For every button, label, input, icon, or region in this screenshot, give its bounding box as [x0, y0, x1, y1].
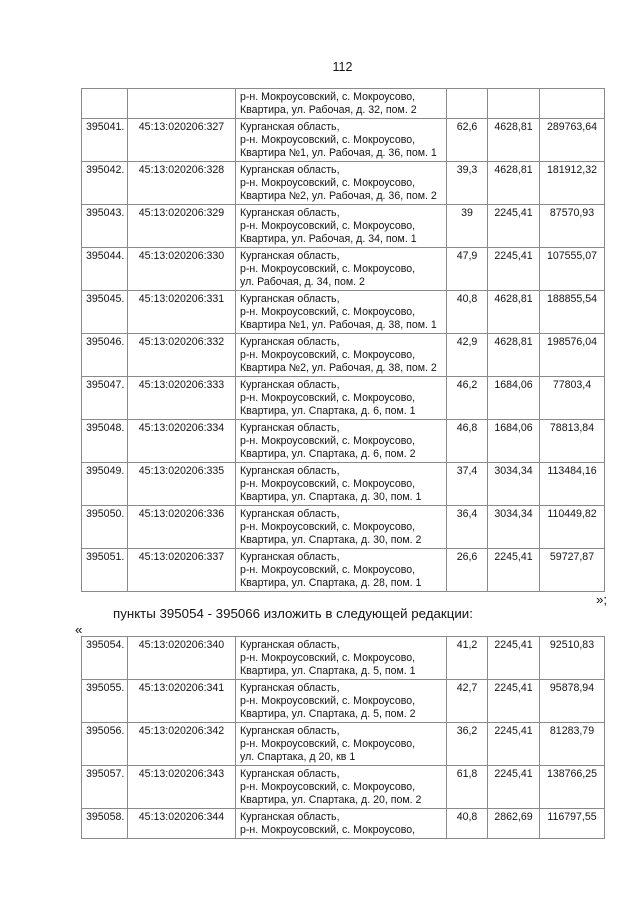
item-number-cell: 395046.	[82, 334, 128, 377]
address-line: р-н. Мокроусовский, с. Мокроусово,	[240, 738, 416, 750]
unit-price-cell: 2245,41	[488, 723, 540, 766]
total-value-cell: 92510,83	[540, 637, 605, 680]
address-line: Квартира, ул. Спартака, д. 20, пом. 2	[240, 794, 422, 806]
area-cell: 46,8	[447, 420, 488, 463]
total-value-cell: 188855,54	[540, 291, 605, 334]
cadastral-number-cell	[128, 89, 236, 119]
item-number-cell	[82, 89, 128, 119]
address-line: Курганская область,	[240, 250, 340, 262]
address-line: Квартира, ул. Спартака, д. 6, пом. 1	[240, 405, 416, 417]
cadastral-number-cell: 45:13:020206:335	[128, 463, 236, 506]
table-row	[82, 680, 605, 723]
address-line: р-н. Мокроусовский, с. Мокроусово,	[240, 695, 416, 707]
address-cell	[236, 637, 447, 680]
address-line: Квартира, ул. Спартака, д. 28, пом. 1	[240, 577, 422, 589]
table-row	[82, 766, 605, 809]
cadastral-number-cell: 45:13:020206:330	[128, 248, 236, 291]
total-value-cell: 107555,07	[540, 248, 605, 291]
address-line: р-н. Мокроусовский, с. Мокроусово,	[240, 306, 416, 318]
total-value-cell: 113484,16	[540, 463, 605, 506]
item-number-cell: 395058.	[82, 809, 128, 839]
table-row	[82, 506, 605, 549]
cadastral-number-cell: 45:13:020206:329	[128, 205, 236, 248]
area-cell: 40,8	[447, 291, 488, 334]
unit-price-cell: 2245,41	[488, 205, 540, 248]
area-cell: 36,4	[447, 506, 488, 549]
unit-price-cell: 1684,06	[488, 377, 540, 420]
table-row	[82, 334, 605, 377]
item-number-cell: 395048.	[82, 420, 128, 463]
cadastral-number-cell: 45:13:020206:340	[128, 637, 236, 680]
address-line: Курганская область,	[240, 121, 340, 133]
item-number-cell: 395057.	[82, 766, 128, 809]
address-line: Курганская область,	[240, 379, 340, 391]
address-cell	[236, 291, 447, 334]
total-value-cell: 181912,32	[540, 162, 605, 205]
address-line: Квартира, ул. Рабочая, д. 32, пом. 2	[240, 104, 417, 116]
unit-price-cell: 4628,81	[488, 291, 540, 334]
address-line: р-н. Мокроусовский, с. Мокроусово,	[240, 134, 416, 146]
area-cell	[447, 89, 488, 119]
area-cell: 42,9	[447, 334, 488, 377]
address-line: р-н. Мокроусовский, с. Мокроусово,	[240, 781, 416, 793]
total-value-cell: 59727,87	[540, 549, 605, 592]
area-cell: 42,7	[447, 680, 488, 723]
total-value-cell: 198576,04	[540, 334, 605, 377]
address-line: Квартира №2, ул. Рабочая, д. 36, пом. 2	[240, 190, 437, 202]
item-number-cell: 395042.	[82, 162, 128, 205]
address-line: ул. Рабочая, д. 34, пом. 2	[240, 276, 365, 288]
total-value-cell	[540, 89, 605, 119]
address-line: Квартира, ул. Спартака, д. 6, пом. 2	[240, 448, 416, 460]
address-line: Курганская область,	[240, 336, 340, 348]
item-number-cell: 395044.	[82, 248, 128, 291]
address-line: р-н. Мокроусовский, с. Мокроусово,	[240, 220, 416, 232]
address-line: р-н. Мокроусовский, с. Мокроусово,	[240, 435, 416, 447]
table-row	[82, 89, 605, 119]
address-line: Курганская область,	[240, 465, 340, 477]
item-number-cell: 395047.	[82, 377, 128, 420]
property-table-body	[82, 89, 605, 592]
address-line: р-н. Мокроусовский, с. Мокроусово,	[240, 177, 416, 189]
area-cell: 39,3	[447, 162, 488, 205]
unit-price-cell: 2245,41	[488, 637, 540, 680]
unit-price-cell: 2245,41	[488, 549, 540, 592]
cadastral-number-cell: 45:13:020206:331	[128, 291, 236, 334]
cadastral-number-cell: 45:13:020206:336	[128, 506, 236, 549]
unit-price-cell: 3034,34	[488, 506, 540, 549]
item-number-cell: 395043.	[82, 205, 128, 248]
area-cell: 61,8	[447, 766, 488, 809]
page-number: 112	[332, 60, 353, 74]
address-cell	[236, 463, 447, 506]
cadastral-number-cell: 45:13:020206:333	[128, 377, 236, 420]
address-line: Курганская область,	[240, 207, 340, 219]
address-cell	[236, 549, 447, 592]
instruction-text: пункты 395054 - 395066 изложить в следующей редакции:	[113, 606, 473, 621]
address-line: Квартира №2, ул. Рабочая, д. 38, пом. 2	[240, 362, 437, 374]
address-line: Квартира, ул. Спартака, д. 5, пом. 2	[240, 708, 416, 720]
cadastral-number-cell: 45:13:020206:344	[128, 809, 236, 839]
area-cell: 37,4	[447, 463, 488, 506]
cadastral-number-cell: 45:13:020206:328	[128, 162, 236, 205]
address-line: р-н. Мокроусовский, с. Мокроусово,	[240, 652, 416, 664]
unit-price-cell: 4628,81	[488, 162, 540, 205]
area-cell: 47,9	[447, 248, 488, 291]
address-line: Курганская область,	[240, 768, 340, 780]
table-row	[82, 420, 605, 463]
address-line: Курганская область,	[240, 725, 340, 737]
cadastral-number-cell: 45:13:020206:334	[128, 420, 236, 463]
table-row	[82, 119, 605, 162]
property-table-new-edition	[81, 636, 605, 839]
item-number-cell: 395045.	[82, 291, 128, 334]
total-value-cell: 110449,82	[540, 506, 605, 549]
item-number-cell: 395050.	[82, 506, 128, 549]
table-row	[82, 248, 605, 291]
item-number-cell: 395049.	[82, 463, 128, 506]
address-line: Квартира, ул. Спартака, д. 30, пом. 2	[240, 534, 422, 546]
table-row	[82, 549, 605, 592]
item-number-cell: 395051.	[82, 549, 128, 592]
table-row	[82, 377, 605, 420]
area-cell: 46,2	[447, 377, 488, 420]
address-cell	[236, 506, 447, 549]
total-value-cell: 289763,64	[540, 119, 605, 162]
address-line: р-н. Мокроусовский, с. Мокроусово,	[240, 392, 416, 404]
cadastral-number-cell: 45:13:020206:337	[128, 549, 236, 592]
table-row	[82, 162, 605, 205]
unit-price-cell	[488, 89, 540, 119]
address-cell	[236, 89, 447, 119]
address-line: р-н. Мокроусовский, с. Мокроусово,	[240, 91, 416, 103]
unit-price-cell: 2862,69	[488, 809, 540, 839]
unit-price-cell: 2245,41	[488, 248, 540, 291]
table-row	[82, 809, 605, 839]
closing-quote: »;	[596, 592, 608, 607]
table-row	[82, 637, 605, 680]
address-line: Курганская область,	[240, 811, 340, 823]
address-line: Курганская область,	[240, 682, 340, 694]
address-cell	[236, 248, 447, 291]
item-number-cell: 395054.	[82, 637, 128, 680]
table-row	[82, 723, 605, 766]
cadastral-number-cell: 45:13:020206:342	[128, 723, 236, 766]
cadastral-number-cell: 45:13:020206:327	[128, 119, 236, 162]
total-value-cell: 78813,84	[540, 420, 605, 463]
property-table-continued	[81, 88, 605, 592]
address-line: р-н. Мокроусовский, с. Мокроусово,	[240, 349, 416, 361]
table-row	[82, 463, 605, 506]
address-line: Квартира, ул. Спартака, д. 30, пом. 1	[240, 491, 422, 503]
address-line: р-н. Мокроусовский, с. Мокроусово,	[240, 478, 416, 490]
cadastral-number-cell: 45:13:020206:343	[128, 766, 236, 809]
address-cell	[236, 205, 447, 248]
unit-price-cell: 2245,41	[488, 766, 540, 809]
address-line: Квартира, ул. Спартака, д. 5, пом. 1	[240, 665, 416, 677]
address-cell	[236, 680, 447, 723]
address-line: Курганская область,	[240, 422, 340, 434]
unit-price-cell: 4628,81	[488, 334, 540, 377]
cadastral-number-cell: 45:13:020206:341	[128, 680, 236, 723]
unit-price-cell: 3034,34	[488, 463, 540, 506]
address-line: р-н. Мокроусовский, с. Мокроусово,	[240, 564, 416, 576]
area-cell: 26,6	[447, 549, 488, 592]
address-line: Курганская область,	[240, 639, 340, 651]
area-cell: 41,2	[447, 637, 488, 680]
area-cell: 40,8	[447, 809, 488, 839]
area-cell: 39	[447, 205, 488, 248]
address-cell	[236, 420, 447, 463]
address-line: р-н. Мокроусовский, с. Мокроусово,	[240, 824, 416, 836]
total-value-cell: 116797,55	[540, 809, 605, 839]
table-row	[82, 291, 605, 334]
cadastral-number-cell: 45:13:020206:332	[128, 334, 236, 377]
property-table-body	[82, 637, 605, 839]
address-line: Квартира №1, ул. Рабочая, д. 38, пом. 1	[240, 319, 437, 331]
address-line: Курганская область,	[240, 508, 340, 520]
address-cell	[236, 119, 447, 162]
address-line: Квартира №1, ул. Рабочая, д. 36, пом. 1	[240, 147, 437, 159]
address-line: Курганская область,	[240, 164, 340, 176]
address-cell	[236, 162, 447, 205]
address-cell	[236, 334, 447, 377]
address-line: ул. Спартака, д 20, кв 1	[240, 751, 356, 763]
area-cell: 36,2	[447, 723, 488, 766]
unit-price-cell: 1684,06	[488, 420, 540, 463]
area-cell: 62,6	[447, 119, 488, 162]
address-cell	[236, 766, 447, 809]
address-cell	[236, 723, 447, 766]
item-number-cell: 395056.	[82, 723, 128, 766]
table-row	[82, 205, 605, 248]
address-cell	[236, 377, 447, 420]
address-cell	[236, 809, 447, 839]
item-number-cell: 395041.	[82, 119, 128, 162]
address-line: Квартира, ул. Рабочая, д. 34, пом. 1	[240, 233, 417, 245]
total-value-cell: 87570,93	[540, 205, 605, 248]
address-line: р-н. Мокроусовский, с. Мокроусово,	[240, 263, 416, 275]
total-value-cell: 77803,4	[540, 377, 605, 420]
address-line: р-н. Мокроусовский, с. Мокроусово,	[240, 521, 416, 533]
total-value-cell: 95878,94	[540, 680, 605, 723]
total-value-cell: 138766,25	[540, 766, 605, 809]
unit-price-cell: 2245,41	[488, 680, 540, 723]
opening-quote: «	[75, 622, 83, 637]
total-value-cell: 81283,79	[540, 723, 605, 766]
address-line: Курганская область,	[240, 551, 340, 563]
item-number-cell: 395055.	[82, 680, 128, 723]
unit-price-cell: 4628,81	[488, 119, 540, 162]
address-line: Курганская область,	[240, 293, 340, 305]
